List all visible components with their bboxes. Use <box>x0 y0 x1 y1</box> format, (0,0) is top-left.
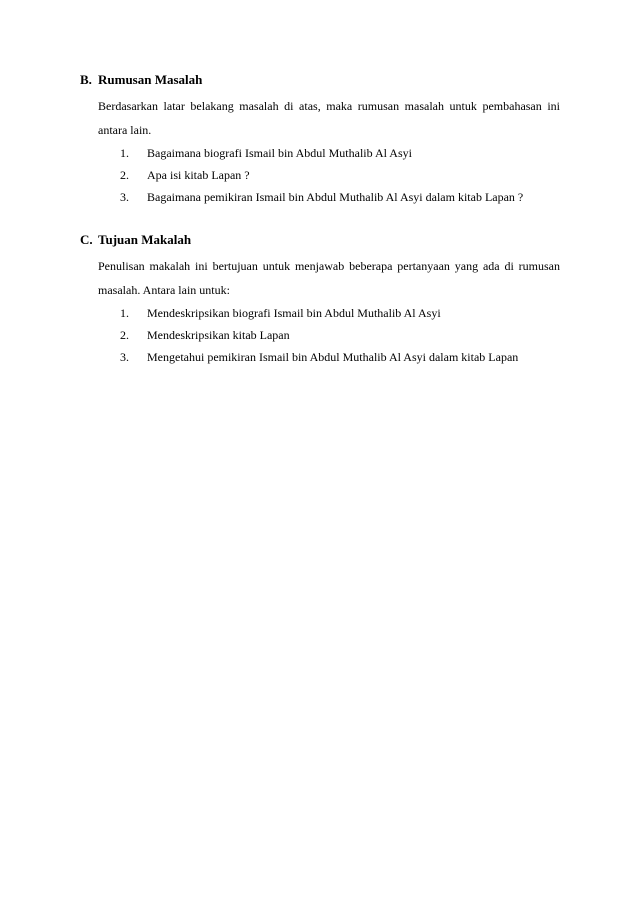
section-letter: B. <box>80 72 92 87</box>
list-item <box>120 186 560 208</box>
section-rumusan-masalah <box>80 72 560 208</box>
list-item <box>120 142 560 164</box>
list-item-number: 3. <box>120 190 129 204</box>
section-heading <box>80 72 560 88</box>
section-paragraph: Berdasarkan latar belakang masalah di atas, maka rumusan masalah untuk pembahasan ini antara lain. <box>98 99 560 137</box>
list-item-text: Mendeskripsikan biografi Ismail bin Abdul Muthalib Al Asyi <box>147 306 441 320</box>
list-item <box>120 302 560 324</box>
section-title: Tujuan Makalah <box>98 232 192 247</box>
section-tujuan-makalah <box>80 232 560 368</box>
list-item-number: 1. <box>120 146 129 160</box>
section-paragraph: Penulisan makalah ini bertujuan untuk menjawab beberapa pertanyaan yang ada di rumusan masalah. Antara lain untuk: <box>98 259 560 297</box>
list-item <box>120 346 560 368</box>
list-item-text: Apa isi kitab Lapan ? <box>147 168 250 182</box>
section-heading <box>80 232 560 248</box>
list-item-number: 1. <box>120 306 129 320</box>
list-item-text: Bagaimana biografi Ismail bin Abdul Muthalib Al Asyi <box>147 146 412 160</box>
list-item-text: Mengetahui pemikiran Ismail bin Abdul Muthalib Al Asyi dalam kitab Lapan <box>147 350 519 364</box>
list-item-text: Bagaimana pemikiran Ismail bin Abdul Muthalib Al Asyi dalam kitab Lapan ? <box>147 190 524 204</box>
section-letter: C. <box>80 232 93 247</box>
list-item <box>120 164 560 186</box>
section-title: Rumusan Masalah <box>98 72 203 87</box>
list-item-number: 3. <box>120 350 129 364</box>
list-item-text: Mendeskripsikan kitab Lapan <box>147 328 290 342</box>
numbered-list <box>120 142 560 208</box>
numbered-list <box>120 302 560 368</box>
list-item-number: 2. <box>120 328 129 342</box>
list-item <box>120 324 560 346</box>
list-item-number: 2. <box>120 168 129 182</box>
